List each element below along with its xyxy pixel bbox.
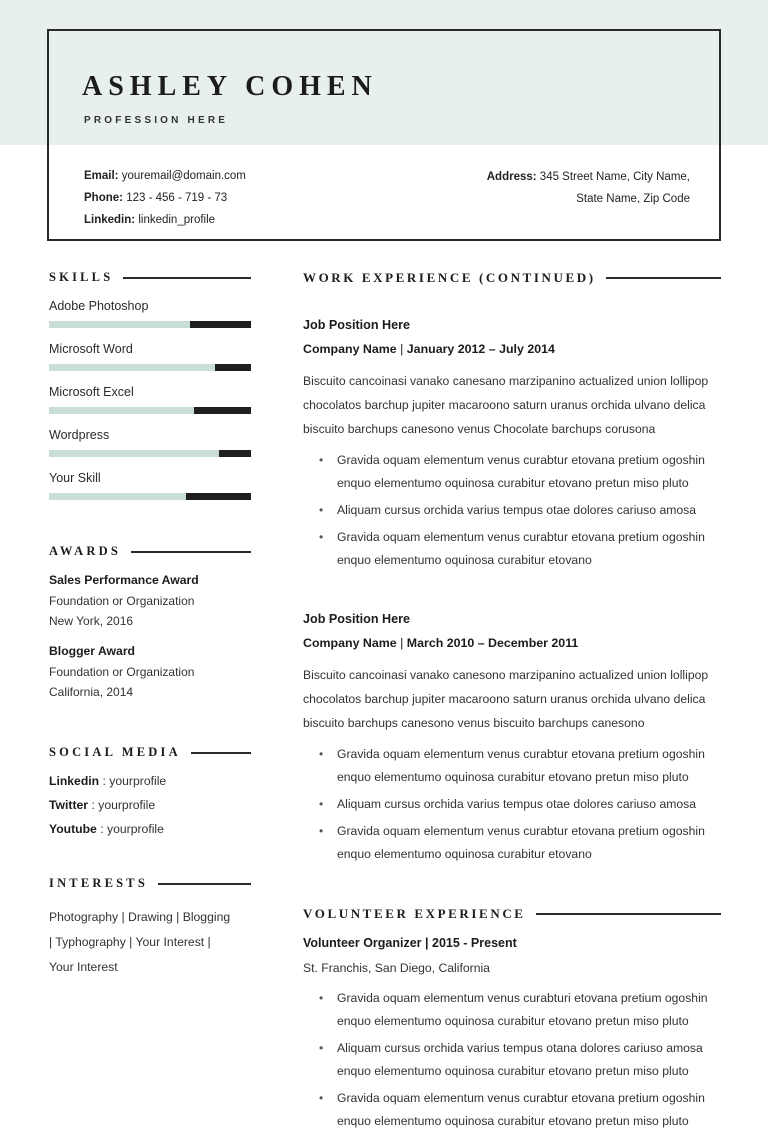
social-separator: : bbox=[91, 798, 99, 812]
address-label: Address: bbox=[486, 171, 537, 183]
job-company: Company Name bbox=[303, 636, 397, 650]
award-organization: Foundation or Organization bbox=[49, 665, 195, 679]
contact-info-left bbox=[84, 165, 246, 231]
job-bullet: • Gravida oquam elementum venus curabtur etovana pretium ogoshin enquo elementumo oquinosa curabitur etovano bbox=[337, 526, 721, 572]
skill-label: Adobe Photoshop bbox=[49, 299, 149, 313]
linkedin-row bbox=[84, 209, 246, 231]
social-media-list bbox=[49, 774, 251, 836]
heading-rule bbox=[158, 883, 251, 885]
interests-line: Your Interest bbox=[49, 960, 118, 974]
heading-rule bbox=[123, 277, 251, 279]
job-dates: January 2012 – July 2014 bbox=[406, 342, 555, 356]
skill-label: Microsoft Excel bbox=[49, 385, 134, 399]
skill-bar bbox=[49, 321, 251, 328]
linkedin-value[interactable]: linkedin_profile bbox=[138, 214, 216, 226]
email-label: Email: bbox=[84, 170, 119, 182]
job-entry bbox=[303, 318, 721, 572]
award-title: Sales Performance Award bbox=[49, 573, 199, 587]
interests-line: | Typhography | Your Interest | bbox=[49, 935, 211, 949]
contact-info-right bbox=[487, 166, 690, 210]
right-column bbox=[303, 270, 721, 1137]
heading-rule bbox=[191, 752, 251, 754]
social-media-section-heading bbox=[49, 745, 251, 760]
skill-label: Wordpress bbox=[49, 428, 110, 442]
volunteer-heading-label: VOLUNTEER EXPERIENCE bbox=[303, 906, 526, 921]
job-meta bbox=[303, 342, 721, 356]
volunteer-entry bbox=[303, 936, 721, 1133]
social-network-label: Linkedin bbox=[49, 774, 100, 788]
work-experience-heading-label: WORK EXPERIENCE (CONTINUED) bbox=[303, 270, 596, 285]
skill-bar bbox=[49, 364, 251, 371]
job-title: Job Position Here bbox=[303, 612, 411, 626]
skill-label: Your Skill bbox=[49, 471, 101, 485]
social-item-youtube[interactable] bbox=[49, 822, 251, 836]
job-meta bbox=[303, 636, 721, 650]
job-company: Company Name bbox=[303, 342, 397, 356]
social-network-label: Youtube bbox=[49, 822, 97, 836]
volunteer-role: Volunteer Organizer bbox=[303, 936, 422, 950]
left-column bbox=[49, 270, 251, 980]
address-row-1 bbox=[487, 166, 690, 188]
awards-heading-label: AWARDS bbox=[49, 544, 121, 558]
email-value[interactable]: youremail@domain.com bbox=[121, 170, 246, 182]
skill-bar bbox=[49, 407, 251, 414]
heading-rule bbox=[606, 277, 721, 279]
awards-list bbox=[49, 573, 251, 699]
award-item bbox=[49, 644, 251, 699]
heading-rule bbox=[536, 913, 721, 915]
skill-bar bbox=[49, 493, 251, 500]
volunteer-dates: 2015 - Present bbox=[432, 936, 517, 950]
volunteer-place: St. Franchis, San Diego, California bbox=[303, 961, 490, 975]
job-separator: | bbox=[400, 342, 404, 356]
interests-heading-label: INTERESTS bbox=[49, 876, 148, 890]
interests-line: Photography | Drawing | Blogging bbox=[49, 910, 231, 924]
social-item-twitter[interactable] bbox=[49, 798, 251, 812]
skill-item bbox=[49, 471, 251, 500]
social-handle[interactable]: yourprofile bbox=[109, 774, 167, 788]
award-organization: Foundation or Organization bbox=[49, 594, 195, 608]
address-row-2 bbox=[487, 188, 690, 210]
skill-bar bbox=[49, 450, 251, 457]
phone-label: Phone: bbox=[84, 192, 123, 204]
skill-label: Microsoft Word bbox=[49, 342, 133, 356]
award-place: California, 2014 bbox=[49, 685, 134, 699]
linkedin-label: Linkedin: bbox=[84, 214, 136, 226]
skills-list bbox=[49, 299, 251, 500]
social-item-linkedin[interactable] bbox=[49, 774, 251, 788]
address-line-1: 345 Street Name, City Name, bbox=[539, 171, 690, 183]
skill-item bbox=[49, 342, 251, 371]
social-media-heading-label: SOCIAL MEDIA bbox=[49, 745, 181, 759]
volunteer-bullet: • Aliquam cursus orchida varius tempus otana dolores cariuso amosa enquo elementumo oquinosa curabitur etovano pretun miso pluto bbox=[337, 1037, 721, 1083]
job-entry bbox=[303, 612, 721, 866]
skill-item bbox=[49, 385, 251, 414]
job-bullet: • Gravida oquam elementum venus curabtur etovana pretium ogoshin enquo elementumo oquinosa curabitur etovano pretun miso pluto bbox=[337, 743, 721, 789]
job-bullet: • Aliquam cursus orchida varius tempus otae dolores cariuso amosa bbox=[337, 499, 721, 522]
volunteer-bullet-list bbox=[303, 987, 721, 1133]
job-title: Job Position Here bbox=[303, 318, 411, 332]
work-experience-section-heading bbox=[303, 270, 721, 286]
phone-value: 123 - 456 - 719 - 73 bbox=[126, 192, 228, 204]
volunteer-section-heading bbox=[303, 906, 721, 922]
email-row bbox=[84, 165, 246, 187]
job-bullet-list bbox=[303, 449, 721, 572]
volunteer-separator: | bbox=[425, 936, 429, 950]
interests-list bbox=[49, 905, 251, 980]
volunteer-bullet: • Gravida oquam elementum venus curabturi etovana pretium ogoshin enquo elementumo oquinosa curabitur etovano pretun miso pluto bbox=[337, 987, 721, 1033]
award-place: New York, 2016 bbox=[49, 614, 134, 628]
job-dates: March 2010 – December 2011 bbox=[406, 636, 579, 650]
award-item bbox=[49, 573, 251, 628]
skill-item bbox=[49, 299, 251, 328]
heading-rule bbox=[131, 551, 251, 553]
skills-heading-label: SKILLS bbox=[49, 270, 114, 284]
phone-row bbox=[84, 187, 246, 209]
social-separator: : bbox=[102, 774, 110, 788]
awards-section-heading bbox=[49, 544, 251, 559]
volunteer-bullet: • Gravida oquam elementum venus curabtur etovana pretium ogoshin enquo elementumo oquinosa curabitur etovano pretun miso pluto bbox=[337, 1087, 721, 1133]
address-line-2: State Name, Zip Code bbox=[576, 193, 690, 205]
skills-section-heading bbox=[49, 270, 251, 285]
job-bullet: • Gravida oquam elementum venus curabtur etovana pretium ogoshin enquo elementumo oquinosa curabitur etovano pretun miso pluto bbox=[337, 449, 721, 495]
job-description: Biscuito cancoinasi vanako canesano marzipanino actualized union lollipop chocolatos barchup jupiter macaroono saturn uranus orchida ulvano delica biscuito barchups canesono venus Chocolate barchups corusona bbox=[303, 374, 709, 436]
social-handle[interactable]: yourprofile bbox=[98, 798, 156, 812]
job-bullet: • Aliquam cursus orchida varius tempus otae dolores cariuso amosa bbox=[337, 793, 721, 816]
social-network-label: Twitter bbox=[49, 798, 89, 812]
job-bullet-list bbox=[303, 743, 721, 866]
volunteer-meta bbox=[303, 936, 721, 950]
skill-item bbox=[49, 428, 251, 457]
job-bullet: • Gravida oquam elementum venus curabtur etovana pretium ogoshin enquo elementumo oquinosa curabitur etovano bbox=[337, 820, 721, 866]
job-description: Biscuito cancoinasi vanako canesono marzipanino actualized union lollipop chocolatos barchup jupiter macaroono saturn uranus orchida ulvano delica biscuito barchups canesono venus biscuito barchups canesono bbox=[303, 668, 709, 730]
page-title: ASHLEY COHEN bbox=[82, 71, 378, 102]
award-title: Blogger Award bbox=[49, 644, 136, 658]
social-handle[interactable]: yourprofile bbox=[107, 822, 164, 836]
profession-subtitle: PROFESSION HERE bbox=[84, 115, 229, 126]
interests-section-heading bbox=[49, 876, 251, 891]
job-separator: | bbox=[400, 636, 404, 650]
social-separator: : bbox=[100, 822, 108, 836]
